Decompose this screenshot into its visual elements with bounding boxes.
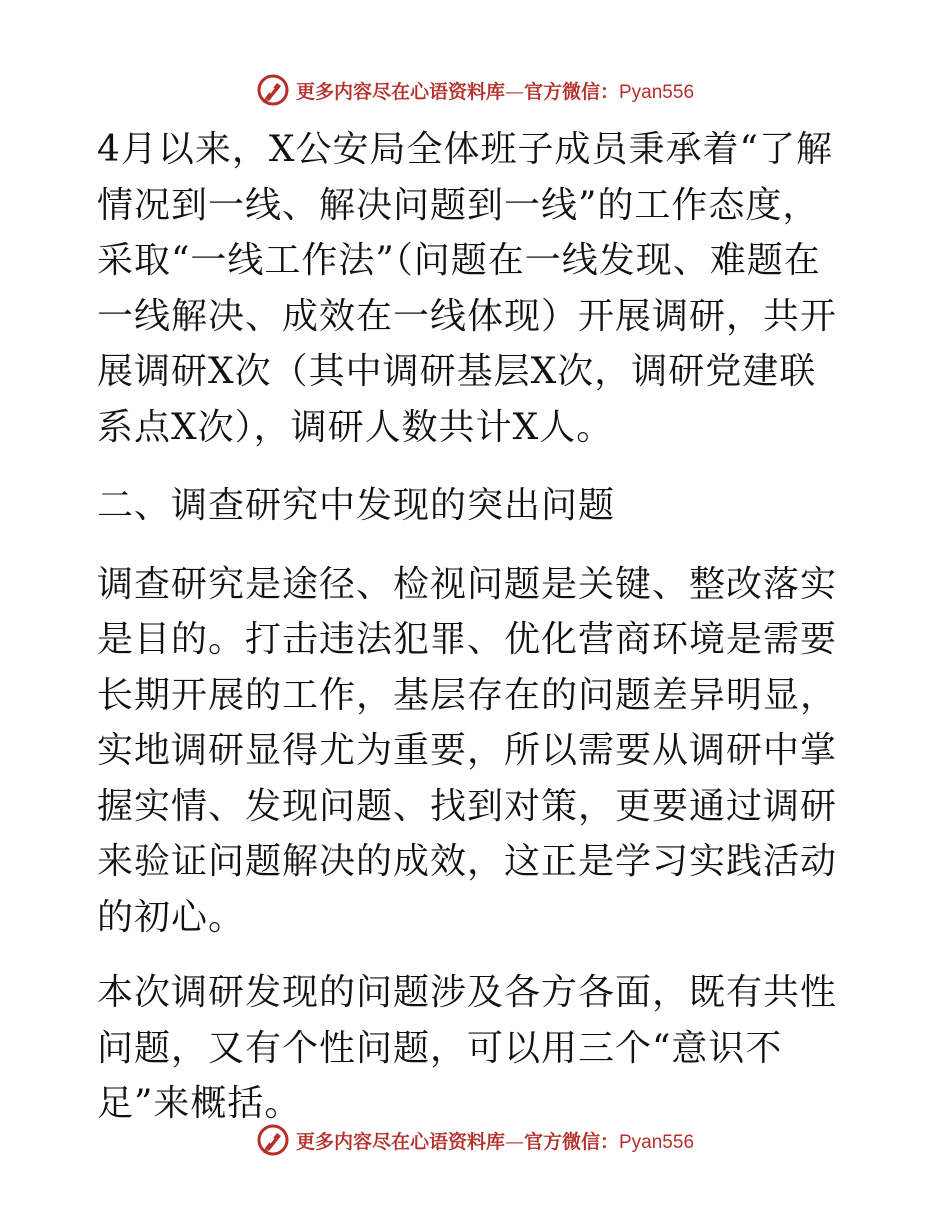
- pen-logo-icon: [256, 73, 290, 107]
- pen-logo-icon: [256, 1123, 290, 1157]
- watermark-official: 官方微信：: [523, 80, 619, 103]
- watermark-text: [296, 1127, 694, 1154]
- watermark-main: 更多内容尽在心语资料库: [295, 1130, 505, 1153]
- section-heading: 二、调查研究中发现的突出问题: [97, 485, 616, 526]
- document-body: [97, 120, 852, 1132]
- watermark-official: 官方微信：: [523, 1130, 619, 1153]
- watermark-group: [256, 73, 694, 107]
- paragraph-3: 本次调研发现的问题涉及各方各面，既有共性问题，又有个性问题，可以用三个“意识不足”来概括。: [97, 972, 838, 1124]
- paragraph-2: 调查研究是途径、检视问题是关键、整改落实是目的。打击违法犯罪、优化营商环境是需要长期开展的工作，基层存在的问题差异明显，实地调研显得尤为重要，所以需要从调研中掌握实情、发现问题、找到对策，更要通过调研来验证问题解决的成效，这正是学习实践活动的初心。: [97, 563, 838, 938]
- watermark-dash: —: [504, 80, 524, 103]
- watermark-main: 更多内容尽在心语资料库: [295, 80, 505, 103]
- paragraph-1: 4月以来，X公安局全体班子成员秉承着“了解情况到一线、解决问题到一线”的工作态度，采取“一线工作法”（问题在一线发现、难题在一线解决、成效在一线体现）开展调研，共开展调研X次（其中调研基层X次，调研党建联系点X次），调研人数共计X人。: [97, 129, 838, 448]
- watermark-group: [256, 1123, 694, 1157]
- watermark-text: [296, 77, 694, 104]
- watermark-dash: —: [504, 1130, 524, 1153]
- watermark-wechat-id: Pyan556: [619, 1131, 695, 1153]
- watermark-wechat-id: Pyan556: [619, 81, 695, 103]
- footer-watermark: [0, 1120, 950, 1160]
- header-watermark: [0, 70, 950, 110]
